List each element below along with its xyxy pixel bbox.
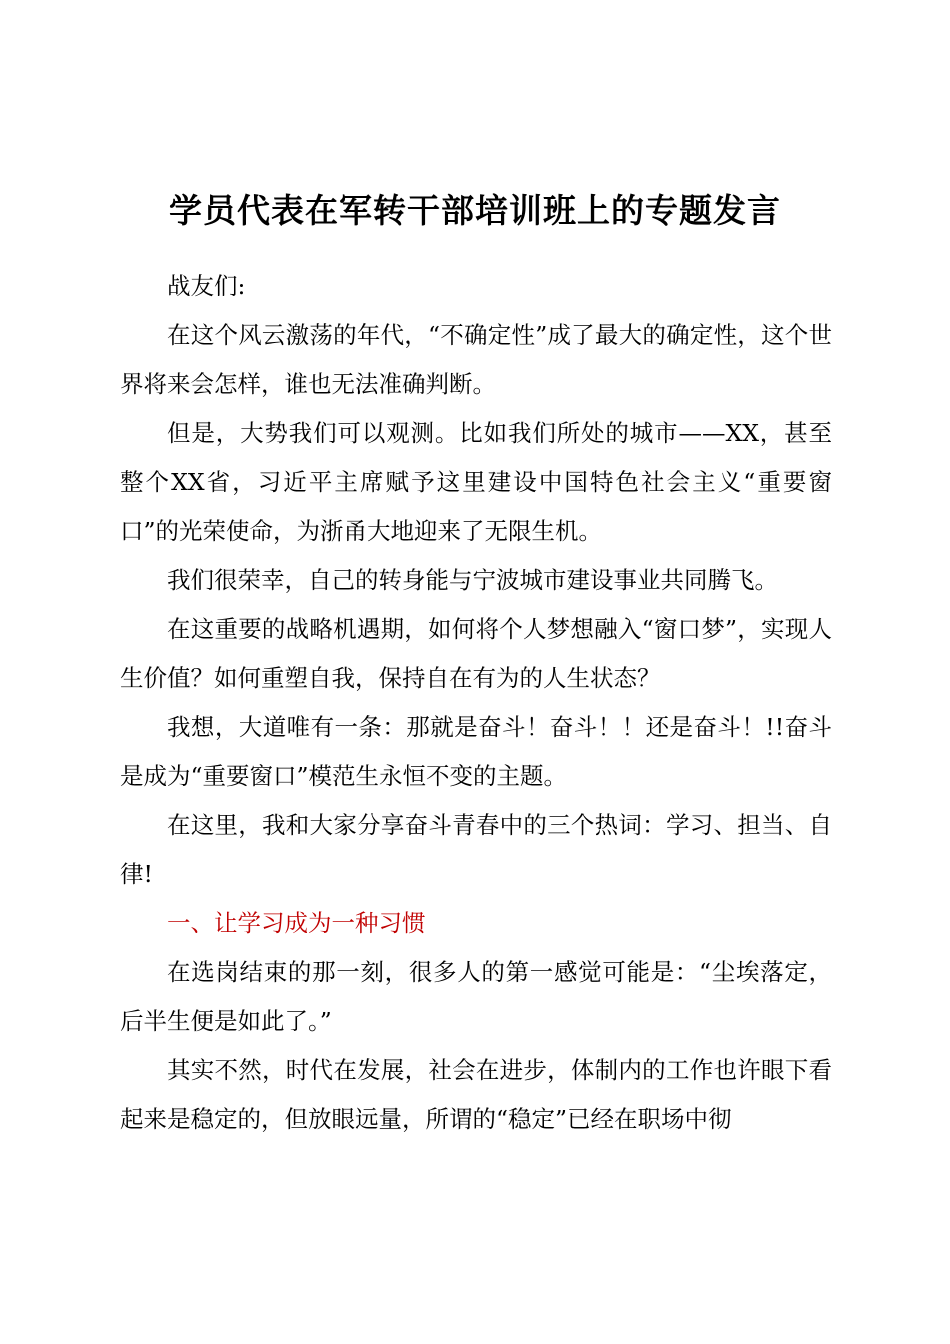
paragraph: 在选岗结束的那一刻，很多人的第一感觉可能是：“尘埃落定，后半生便是如此了。” xyxy=(120,958,832,1035)
paragraph: 在这个风云激荡的年代，“不确定性”成了最大的确定性，这个世界将来会怎样，谁也无法准确判断。 xyxy=(120,321,832,398)
paragraph: 在这里，我和大家分享奋斗青春中的三个热词：学习、担当、自律! xyxy=(120,811,832,888)
paragraph: 我们很荣幸，自己的转身能与宁波城市建设事业共同腾飞。 xyxy=(167,566,778,594)
paragraph: 但是，大势我们可以观测。比如我们所处的城市——XX，甚至整个XX省，习近平主席赋予这里建设中国特色社会主义“重要窗口”的光荣使命，为浙甬大地迎来了无限生机。 xyxy=(120,419,832,545)
paragraph: 我想，大道唯有一条：那就是奋斗！奋斗！！还是奋斗！!!奋斗是成为“重要窗口”模范生永恒不变的主题。 xyxy=(120,713,832,790)
paragraph-greeting: 战友们: xyxy=(167,272,246,300)
section-heading: 一、让学习成为一种习惯 xyxy=(167,909,426,937)
document-title: 学员代表在军转干部培训班上的专题发言 xyxy=(169,191,781,230)
paragraph: 其实不然，时代在发展，社会在进步，体制内的工作也许眼下看起来是稳定的，但放眼远量，所谓的“稳定”已经在职场中彻 xyxy=(120,1056,832,1133)
paragraph: 在这重要的战略机遇期，如何将个人梦想融入“窗口梦”，实现人生价值？如何重塑自我，保持自在有为的人生状态？ xyxy=(120,615,832,692)
document-body xyxy=(120,262,832,1144)
